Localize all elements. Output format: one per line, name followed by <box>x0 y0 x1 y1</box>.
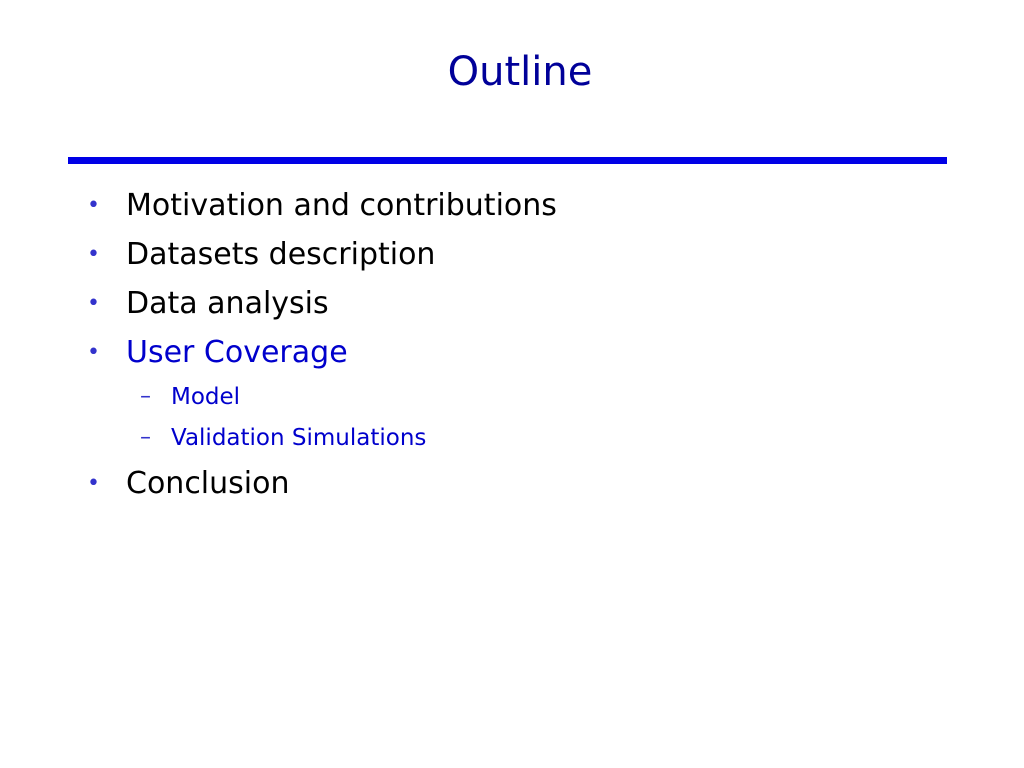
outline-item-label: Conclusion <box>126 466 290 501</box>
outline-item-label: Motivation and contributions <box>126 188 557 223</box>
bullet-icon: • <box>87 193 100 218</box>
bullet-icon: • <box>87 242 100 267</box>
bullet-icon: • <box>87 340 100 365</box>
outline-item-label: Model <box>171 384 241 410</box>
outline-item-label: Data analysis <box>126 286 329 321</box>
outline-item-label: Datasets description <box>126 237 436 272</box>
dash-icon: – <box>140 384 151 409</box>
bullet-icon: • <box>87 471 100 496</box>
outline-item-label: Validation Simulations <box>171 425 427 451</box>
bullet-icon: • <box>87 291 100 316</box>
slide-title: Outline <box>447 49 593 95</box>
dash-icon: – <box>140 425 151 450</box>
outline-item-label: User Coverage <box>126 335 348 370</box>
